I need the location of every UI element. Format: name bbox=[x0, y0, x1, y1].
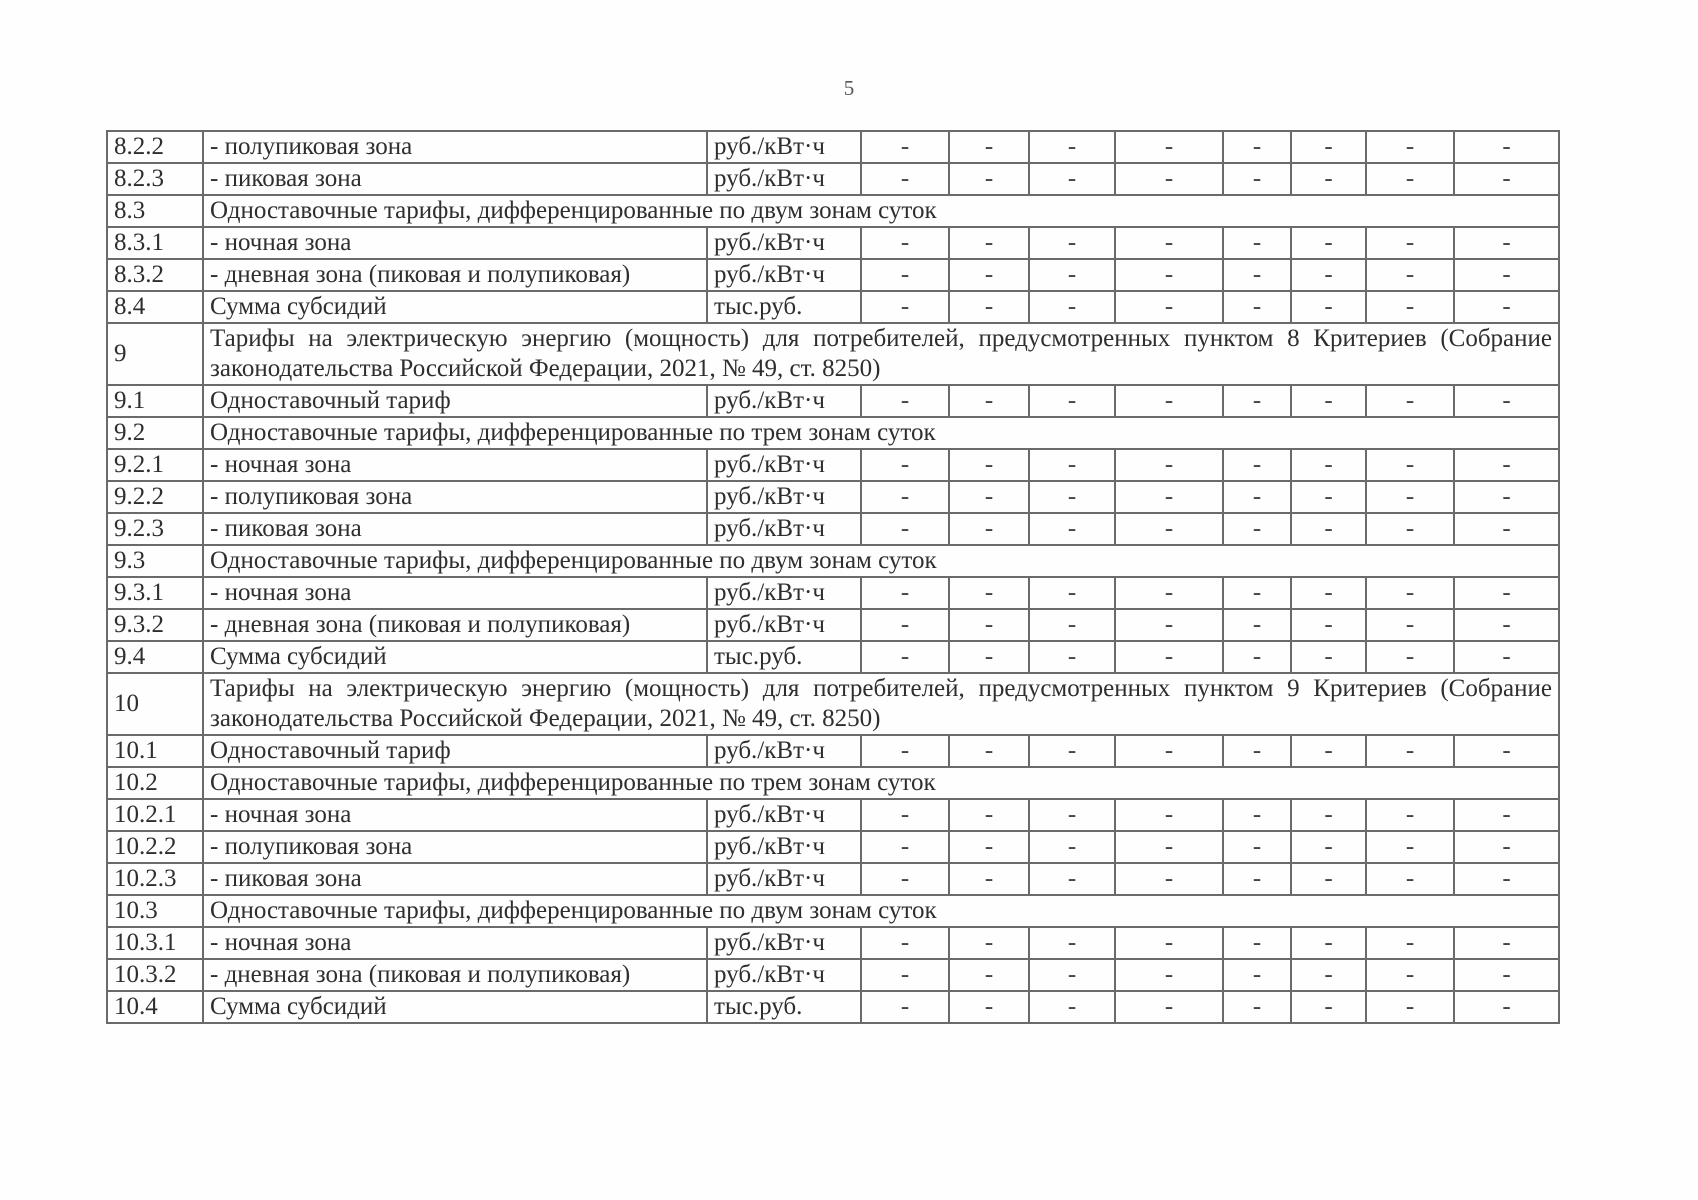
value-cell: - bbox=[1454, 609, 1559, 641]
value-cell: - bbox=[1454, 227, 1559, 259]
row-number: 9.2 bbox=[107, 417, 203, 449]
value-cell: - bbox=[1029, 481, 1115, 513]
value-cell: - bbox=[1029, 131, 1115, 163]
value-cell: - bbox=[1223, 163, 1291, 195]
value-cell: - bbox=[1291, 831, 1366, 863]
table-row bbox=[107, 259, 1559, 291]
value-cell: - bbox=[1223, 863, 1291, 895]
value-cell: - bbox=[949, 227, 1029, 259]
row-label: - ночная зона bbox=[203, 799, 707, 831]
row-label: - дневная зона (пиковая и полупиковая) bbox=[203, 609, 707, 641]
row-unit: руб./кВт·ч bbox=[707, 227, 861, 259]
value-cell: - bbox=[1454, 385, 1559, 417]
value-cell: - bbox=[1115, 385, 1223, 417]
value-cell: - bbox=[949, 291, 1029, 323]
table-row bbox=[107, 131, 1559, 163]
value-cell: - bbox=[1454, 577, 1559, 609]
value-cell: - bbox=[861, 641, 949, 673]
value-cell: - bbox=[1115, 259, 1223, 291]
value-cell: - bbox=[861, 991, 949, 1023]
row-number: 8.4 bbox=[107, 291, 203, 323]
value-cell: - bbox=[1029, 735, 1115, 767]
row-number: 10.2.2 bbox=[107, 831, 203, 863]
value-cell: - bbox=[1366, 991, 1454, 1023]
row-number: 9.1 bbox=[107, 385, 203, 417]
value-cell: - bbox=[949, 831, 1029, 863]
value-cell: - bbox=[1029, 863, 1115, 895]
table-row bbox=[107, 609, 1559, 641]
table-row bbox=[107, 959, 1559, 991]
value-cell: - bbox=[1029, 577, 1115, 609]
value-cell: - bbox=[1115, 799, 1223, 831]
value-cell: - bbox=[1454, 831, 1559, 863]
row-number: 8.3.1 bbox=[107, 227, 203, 259]
group-header-row bbox=[107, 545, 1559, 577]
row-unit: руб./кВт·ч bbox=[707, 799, 861, 831]
value-cell: - bbox=[949, 991, 1029, 1023]
value-cell: - bbox=[1029, 163, 1115, 195]
section-title: Тарифы на электрическую энергию (мощность) для потребителей, предусмотренных пунктом 9 Критериев (Собрание законодательства Российской Федерации, 2021, № 49, ст. 8250) bbox=[203, 673, 1559, 735]
value-cell: - bbox=[861, 227, 949, 259]
group-title: Одноставочные тарифы, дифференцированные по трем зонам суток bbox=[203, 417, 1559, 449]
row-label: - дневная зона (пиковая и полупиковая) bbox=[203, 959, 707, 991]
value-cell: - bbox=[1223, 577, 1291, 609]
row-number: 10.2.3 bbox=[107, 863, 203, 895]
value-cell: - bbox=[1115, 291, 1223, 323]
table-row bbox=[107, 641, 1559, 673]
table-row bbox=[107, 513, 1559, 545]
value-cell: - bbox=[1291, 577, 1366, 609]
value-cell: - bbox=[949, 641, 1029, 673]
row-label: Сумма субсидий bbox=[203, 991, 707, 1023]
value-cell: - bbox=[1291, 735, 1366, 767]
group-header-row bbox=[107, 195, 1559, 227]
value-cell: - bbox=[1223, 227, 1291, 259]
value-cell: - bbox=[1366, 863, 1454, 895]
value-cell: - bbox=[1366, 959, 1454, 991]
value-cell: - bbox=[949, 385, 1029, 417]
value-cell: - bbox=[1291, 799, 1366, 831]
section-row bbox=[107, 323, 1559, 385]
value-cell: - bbox=[1454, 735, 1559, 767]
value-cell: - bbox=[1115, 959, 1223, 991]
row-label: Одноставочный тариф bbox=[203, 385, 707, 417]
value-cell: - bbox=[1223, 641, 1291, 673]
row-label: - ночная зона bbox=[203, 577, 707, 609]
value-cell: - bbox=[1454, 481, 1559, 513]
tariff-table bbox=[106, 130, 1560, 1024]
value-cell: - bbox=[1029, 291, 1115, 323]
row-label: - полупиковая зона bbox=[203, 131, 707, 163]
value-cell: - bbox=[861, 131, 949, 163]
value-cell: - bbox=[1366, 259, 1454, 291]
value-cell: - bbox=[1366, 291, 1454, 323]
value-cell: - bbox=[1115, 641, 1223, 673]
value-cell: - bbox=[861, 513, 949, 545]
row-label: - пиковая зона bbox=[203, 163, 707, 195]
value-cell: - bbox=[861, 291, 949, 323]
value-cell: - bbox=[1454, 131, 1559, 163]
value-cell: - bbox=[1223, 259, 1291, 291]
value-cell: - bbox=[1223, 959, 1291, 991]
row-label: - пиковая зона bbox=[203, 513, 707, 545]
value-cell: - bbox=[1366, 227, 1454, 259]
row-label: - пиковая зона bbox=[203, 863, 707, 895]
value-cell: - bbox=[861, 385, 949, 417]
value-cell: - bbox=[1291, 131, 1366, 163]
group-header-row bbox=[107, 417, 1559, 449]
group-header-row bbox=[107, 895, 1559, 927]
row-number: 10.3.1 bbox=[107, 927, 203, 959]
value-cell: - bbox=[1029, 609, 1115, 641]
row-number: 8.3 bbox=[107, 195, 203, 227]
value-cell: - bbox=[1366, 513, 1454, 545]
value-cell: - bbox=[949, 481, 1029, 513]
row-unit: руб./кВт·ч bbox=[707, 959, 861, 991]
value-cell: - bbox=[861, 481, 949, 513]
value-cell: - bbox=[861, 959, 949, 991]
value-cell: - bbox=[1029, 227, 1115, 259]
value-cell: - bbox=[1223, 449, 1291, 481]
value-cell: - bbox=[949, 927, 1029, 959]
value-cell: - bbox=[1454, 291, 1559, 323]
value-cell: - bbox=[861, 735, 949, 767]
value-cell: - bbox=[1454, 927, 1559, 959]
value-cell: - bbox=[1366, 799, 1454, 831]
row-number: 10.3 bbox=[107, 895, 203, 927]
value-cell: - bbox=[1223, 513, 1291, 545]
group-title: Одноставочные тарифы, дифференцированные по двум зонам суток bbox=[203, 195, 1559, 227]
group-title: Одноставочные тарифы, дифференцированные по двум зонам суток bbox=[203, 895, 1559, 927]
row-number: 9.3.2 bbox=[107, 609, 203, 641]
table-row bbox=[107, 863, 1559, 895]
value-cell: - bbox=[1115, 863, 1223, 895]
table-row bbox=[107, 385, 1559, 417]
value-cell: - bbox=[949, 609, 1029, 641]
table-row bbox=[107, 991, 1559, 1023]
row-number: 10.4 bbox=[107, 991, 203, 1023]
row-label: Одноставочный тариф bbox=[203, 735, 707, 767]
row-unit: тыс.руб. bbox=[707, 641, 861, 673]
value-cell: - bbox=[1029, 927, 1115, 959]
row-number: 9.3.1 bbox=[107, 577, 203, 609]
value-cell: - bbox=[861, 831, 949, 863]
value-cell: - bbox=[1291, 481, 1366, 513]
table-row bbox=[107, 735, 1559, 767]
value-cell: - bbox=[1454, 863, 1559, 895]
value-cell: - bbox=[949, 577, 1029, 609]
row-number: 10.1 bbox=[107, 735, 203, 767]
row-label: Сумма субсидий bbox=[203, 291, 707, 323]
row-label: - полупиковая зона bbox=[203, 481, 707, 513]
value-cell: - bbox=[1366, 131, 1454, 163]
table-row bbox=[107, 449, 1559, 481]
value-cell: - bbox=[1291, 227, 1366, 259]
value-cell: - bbox=[1366, 927, 1454, 959]
value-cell: - bbox=[1115, 227, 1223, 259]
value-cell: - bbox=[861, 609, 949, 641]
value-cell: - bbox=[1029, 449, 1115, 481]
value-cell: - bbox=[1366, 831, 1454, 863]
value-cell: - bbox=[1291, 449, 1366, 481]
value-cell: - bbox=[949, 513, 1029, 545]
value-cell: - bbox=[1454, 799, 1559, 831]
row-number: 10.2.1 bbox=[107, 799, 203, 831]
row-number: 10.3.2 bbox=[107, 959, 203, 991]
table-row bbox=[107, 577, 1559, 609]
value-cell: - bbox=[861, 863, 949, 895]
row-number: 10 bbox=[107, 673, 203, 735]
value-cell: - bbox=[1366, 577, 1454, 609]
value-cell: - bbox=[861, 259, 949, 291]
tariff-table-body bbox=[107, 131, 1559, 1023]
row-label: - полупиковая зона bbox=[203, 831, 707, 863]
value-cell: - bbox=[1029, 259, 1115, 291]
value-cell: - bbox=[1115, 991, 1223, 1023]
value-cell: - bbox=[1291, 513, 1366, 545]
value-cell: - bbox=[1115, 131, 1223, 163]
row-number: 9.2.1 bbox=[107, 449, 203, 481]
value-cell: - bbox=[949, 259, 1029, 291]
value-cell: - bbox=[861, 577, 949, 609]
section-row bbox=[107, 673, 1559, 735]
row-number: 8.3.2 bbox=[107, 259, 203, 291]
value-cell: - bbox=[1366, 609, 1454, 641]
table-row bbox=[107, 799, 1559, 831]
value-cell: - bbox=[1115, 927, 1223, 959]
value-cell: - bbox=[1291, 385, 1366, 417]
value-cell: - bbox=[1291, 259, 1366, 291]
row-number: 9.3 bbox=[107, 545, 203, 577]
value-cell: - bbox=[1366, 449, 1454, 481]
value-cell: - bbox=[1454, 259, 1559, 291]
value-cell: - bbox=[1029, 991, 1115, 1023]
value-cell: - bbox=[1029, 641, 1115, 673]
value-cell: - bbox=[1029, 959, 1115, 991]
value-cell: - bbox=[1291, 991, 1366, 1023]
value-cell: - bbox=[861, 927, 949, 959]
value-cell: - bbox=[1291, 609, 1366, 641]
row-unit: руб./кВт·ч bbox=[707, 831, 861, 863]
value-cell: - bbox=[1223, 927, 1291, 959]
row-unit: руб./кВт·ч bbox=[707, 513, 861, 545]
value-cell: - bbox=[949, 799, 1029, 831]
value-cell: - bbox=[1223, 481, 1291, 513]
value-cell: - bbox=[1291, 959, 1366, 991]
group-title: Одноставочные тарифы, дифференцированные по трем зонам суток bbox=[203, 767, 1559, 799]
value-cell: - bbox=[949, 131, 1029, 163]
value-cell: - bbox=[1366, 481, 1454, 513]
value-cell: - bbox=[1454, 513, 1559, 545]
value-cell: - bbox=[861, 449, 949, 481]
value-cell: - bbox=[1223, 609, 1291, 641]
row-unit: руб./кВт·ч bbox=[707, 481, 861, 513]
value-cell: - bbox=[1115, 831, 1223, 863]
value-cell: - bbox=[1223, 735, 1291, 767]
value-cell: - bbox=[1291, 291, 1366, 323]
value-cell: - bbox=[1366, 641, 1454, 673]
value-cell: - bbox=[1223, 385, 1291, 417]
row-unit: руб./кВт·ч bbox=[707, 927, 861, 959]
row-number: 9 bbox=[107, 323, 203, 385]
row-unit: руб./кВт·ч bbox=[707, 449, 861, 481]
value-cell: - bbox=[1115, 513, 1223, 545]
row-unit: руб./кВт·ч bbox=[707, 609, 861, 641]
value-cell: - bbox=[1115, 481, 1223, 513]
value-cell: - bbox=[1291, 927, 1366, 959]
page-number: 5 bbox=[843, 76, 855, 100]
value-cell: - bbox=[1454, 163, 1559, 195]
table-row bbox=[107, 927, 1559, 959]
value-cell: - bbox=[1223, 291, 1291, 323]
value-cell: - bbox=[1029, 513, 1115, 545]
row-unit: руб./кВт·ч bbox=[707, 863, 861, 895]
value-cell: - bbox=[1223, 991, 1291, 1023]
value-cell: - bbox=[1291, 163, 1366, 195]
row-unit: руб./кВт·ч bbox=[707, 131, 861, 163]
row-unit: тыс.руб. bbox=[707, 991, 861, 1023]
value-cell: - bbox=[1454, 641, 1559, 673]
row-unit: руб./кВт·ч bbox=[707, 163, 861, 195]
row-number: 9.2.2 bbox=[107, 481, 203, 513]
value-cell: - bbox=[1029, 799, 1115, 831]
value-cell: - bbox=[949, 959, 1029, 991]
table-row bbox=[107, 163, 1559, 195]
value-cell: - bbox=[1115, 735, 1223, 767]
row-label: - ночная зона bbox=[203, 227, 707, 259]
value-cell: - bbox=[949, 163, 1029, 195]
value-cell: - bbox=[1366, 385, 1454, 417]
value-cell: - bbox=[949, 449, 1029, 481]
value-cell: - bbox=[1291, 863, 1366, 895]
row-number: 9.4 bbox=[107, 641, 203, 673]
table-row bbox=[107, 291, 1559, 323]
value-cell: - bbox=[1223, 799, 1291, 831]
group-title: Одноставочные тарифы, дифференцированные по двум зонам суток bbox=[203, 545, 1559, 577]
row-unit: руб./кВт·ч bbox=[707, 735, 861, 767]
value-cell: - bbox=[1115, 609, 1223, 641]
value-cell: - bbox=[1454, 449, 1559, 481]
value-cell: - bbox=[1366, 163, 1454, 195]
value-cell: - bbox=[1454, 991, 1559, 1023]
row-unit: тыс.руб. bbox=[707, 291, 861, 323]
value-cell: - bbox=[861, 799, 949, 831]
value-cell: - bbox=[949, 735, 1029, 767]
value-cell: - bbox=[949, 863, 1029, 895]
row-number: 8.2.3 bbox=[107, 163, 203, 195]
value-cell: - bbox=[1115, 449, 1223, 481]
row-label: - дневная зона (пиковая и полупиковая) bbox=[203, 259, 707, 291]
row-label: - ночная зона bbox=[203, 927, 707, 959]
value-cell: - bbox=[1115, 577, 1223, 609]
row-unit: руб./кВт·ч bbox=[707, 259, 861, 291]
value-cell: - bbox=[1454, 959, 1559, 991]
value-cell: - bbox=[1223, 131, 1291, 163]
table-row bbox=[107, 227, 1559, 259]
row-label: - ночная зона bbox=[203, 449, 707, 481]
row-number: 8.2.2 bbox=[107, 131, 203, 163]
row-unit: руб./кВт·ч bbox=[707, 385, 861, 417]
section-title: Тарифы на электрическую энергию (мощность) для потребителей, предусмотренных пунктом 8 Критериев (Собрание законодательства Российской Федерации, 2021, № 49, ст. 8250) bbox=[203, 323, 1559, 385]
value-cell: - bbox=[1115, 163, 1223, 195]
row-label: Сумма субсидий bbox=[203, 641, 707, 673]
value-cell: - bbox=[1223, 831, 1291, 863]
row-number: 10.2 bbox=[107, 767, 203, 799]
value-cell: - bbox=[1291, 641, 1366, 673]
value-cell: - bbox=[1366, 735, 1454, 767]
row-number: 9.2.3 bbox=[107, 513, 203, 545]
row-unit: руб./кВт·ч bbox=[707, 577, 861, 609]
table-row bbox=[107, 831, 1559, 863]
value-cell: - bbox=[861, 163, 949, 195]
value-cell: - bbox=[1029, 831, 1115, 863]
table-row bbox=[107, 481, 1559, 513]
group-header-row bbox=[107, 767, 1559, 799]
value-cell: - bbox=[1029, 385, 1115, 417]
